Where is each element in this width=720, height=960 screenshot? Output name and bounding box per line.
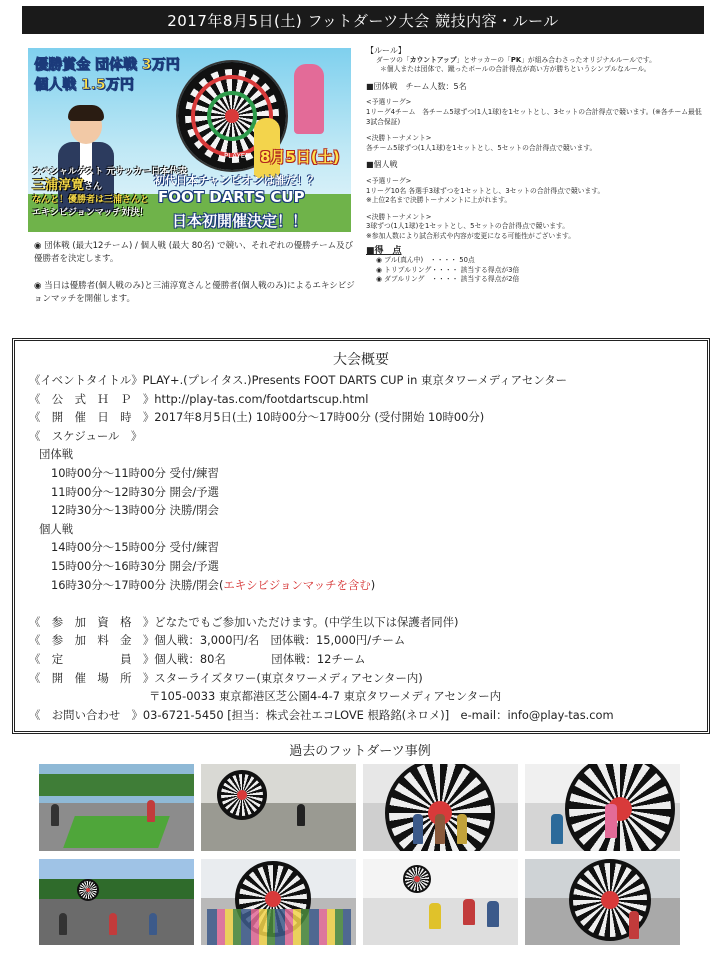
overview-qualification: 《 参 加 資 格 》どなたでもご参加いただけます。(中学生以下は保護者同伴) bbox=[29, 614, 459, 629]
overview-event-title: 《イベントタイトル》PLAY+.(プレイタス.)Presents FOOT DARTS CUP in 東京タワーメディアセンター bbox=[29, 373, 568, 387]
poster-title: FOOT DARTS CUP bbox=[158, 188, 305, 206]
poster-player-tag: PLAYER bbox=[224, 152, 251, 160]
individual-final-text: 3球ずつ(1人1球)を1セットとし、5セットの合計得点で競います。 bbox=[366, 222, 570, 231]
poster-prize-team: 優勝賞金 団体戦 3万円 bbox=[34, 57, 180, 73]
team-prelim-heading: <予選リーグ> bbox=[366, 98, 412, 107]
individual-prelim-heading: <予選リーグ> bbox=[366, 176, 412, 185]
past-event-photo bbox=[201, 764, 356, 851]
individual-prelim-text: 1リーグ10名 各選手3球ずつを1セットとし、3セットの合計得点で競います。 bbox=[366, 186, 605, 195]
schedule-item: 10時00分〜11時00分 受付/練習 bbox=[51, 465, 219, 480]
overview-address: 〒105-0033 東京都港区芝公園4-4-7 東京タワーメディアセンター内 bbox=[149, 689, 501, 704]
past-events-title: 過去のフットダーツ事例 bbox=[289, 744, 431, 759]
schedule-team-heading: 団体戦 bbox=[39, 447, 74, 462]
overview-datetime: 《 開 催 日 時 》2017年8月5日(土) 10時00分〜17時00分 (受付開始 10時00分) bbox=[29, 410, 485, 425]
past-event-photo bbox=[525, 764, 680, 851]
overview-schedule-heading: 《 スケジュール 》 bbox=[29, 428, 143, 443]
team-prelim-text: 1リーグ4チーム 各チーム5球ずつ(1人1球)を1セットとし、3セットの合計得点で競います。(※各チーム最低 bbox=[366, 107, 702, 116]
rules-intro-note: ＊個人または団体で、蹴ったボールの合計得点が高い方が勝ちというシンプルなルール。 bbox=[380, 65, 651, 74]
schedule-item: 15時00分〜16時30分 開会/予選 bbox=[51, 558, 219, 573]
scoring-item: ◉ ダブルリング ・・・・ 該当する得点が2倍 bbox=[376, 275, 520, 284]
past-event-photo bbox=[363, 859, 518, 945]
overview-venue: 《 開 催 場 所 》スターライズタワー(東京タワーメディアセンター内) bbox=[29, 670, 423, 685]
event-notes bbox=[34, 240, 356, 320]
event-overview-box bbox=[12, 338, 710, 734]
schedule-item: 11時00分〜12時30分 開会/予選 bbox=[51, 484, 219, 499]
overview-fee: 《 参 加 料 金 》個人戦：3,000円/名 団体戦：15,000円/チーム bbox=[29, 633, 406, 648]
past-event-photo bbox=[39, 764, 194, 851]
rules-section bbox=[366, 46, 706, 285]
schedule-item: 16時30分〜17時00分 決勝/閉会(エキシビジョンマッチを含む) bbox=[51, 577, 376, 592]
schedule-individual-heading: 個人戦 bbox=[39, 521, 74, 536]
rules-intro: ダーツの「カウントアップ」とサッカーの「PK」が組み合わさったオリジナルルールです。 bbox=[376, 55, 656, 64]
poster-prize-individual: 個人戦 1.5万円 bbox=[34, 77, 134, 93]
individual-prelim-text: ※上位2名まで決勝トーナメントに上がれます。 bbox=[366, 196, 512, 205]
scoring-item: ◉ ブル(真ん中) ・・・・ 50点 bbox=[376, 256, 475, 265]
past-event-photo bbox=[525, 859, 680, 945]
rules-heading: 【ルール】 bbox=[366, 46, 406, 55]
team-prelim-text: 3試合保証) bbox=[366, 117, 401, 126]
past-event-photo bbox=[363, 764, 518, 851]
schedule-item: 14時00分〜15時00分 受付/練習 bbox=[51, 540, 219, 555]
past-event-photo bbox=[201, 859, 356, 945]
individual-heading: ■個人戦 bbox=[366, 160, 398, 170]
page-title: 2017年8月5日(土) フットダーツ大会 競技内容・ルール bbox=[167, 11, 559, 30]
poster-catchphrase: 初代日本チャンピオンは誰だ！？ bbox=[154, 174, 319, 187]
individual-final-heading: <決勝トーナメント> bbox=[366, 212, 432, 221]
poster-guest: スペシャルゲスト 元サッカー日本代表 三浦淳寛さん なんと！優勝者は三浦さんと エキシビジョンマッチ対決！ bbox=[32, 167, 188, 218]
individual-final-text: ※参加人数により試合形式や内容が変更になる可能性がございます。 bbox=[366, 231, 576, 240]
overview-capacity: 《 定 員 》個人戦：80名 団体戦：12チーム bbox=[29, 651, 366, 666]
poster-subtitle: 日本初開催決定！！ bbox=[172, 212, 308, 230]
scoring-item: ◉ トリプルリング・・・・ 該当する得点が3倍 bbox=[376, 265, 520, 274]
overview-title: 大会概要 bbox=[333, 352, 389, 368]
note-item: ◉ 当日は優勝者(個人戦のみ)と三浦淳寛さんと優勝者(個人戦のみ)によるエキシビジョンマッチを開催します。 bbox=[34, 281, 355, 304]
overview-homepage: 《 公 式 Ｈ Ｐ 》http://play-tas.com/footdartscup.html bbox=[29, 391, 369, 406]
overview-contact: 《 お問い合わせ 》03-6721-5450 [担当：株式会社エコLOVE 根路銘(ネロメ)] e-mail：info@play-tas.com bbox=[29, 707, 614, 722]
team-final-heading: <決勝トーナメント> bbox=[366, 134, 432, 143]
page-header bbox=[22, 6, 704, 34]
scoring-heading: ■得 点 bbox=[366, 245, 402, 256]
past-event-photo bbox=[39, 859, 194, 945]
team-final-text: 各チーム5球ずつ(1人1球)を1セットとし、5セットの合計得点で競います。 bbox=[366, 143, 597, 152]
schedule-item: 12時30分〜13時00分 決勝/閉会 bbox=[51, 503, 219, 518]
poster-child-figure bbox=[294, 64, 324, 134]
event-poster bbox=[28, 48, 351, 232]
note-item: ◉ 団体戦 (最大12チーム) / 個人戦 (最大 80名) で競い、それぞれの優勝チーム及び優勝者を決定します。 bbox=[34, 241, 354, 264]
poster-date: 8月5日(土) bbox=[260, 148, 340, 166]
team-heading: ■団体戦 チーム人数：5名 bbox=[366, 81, 467, 91]
